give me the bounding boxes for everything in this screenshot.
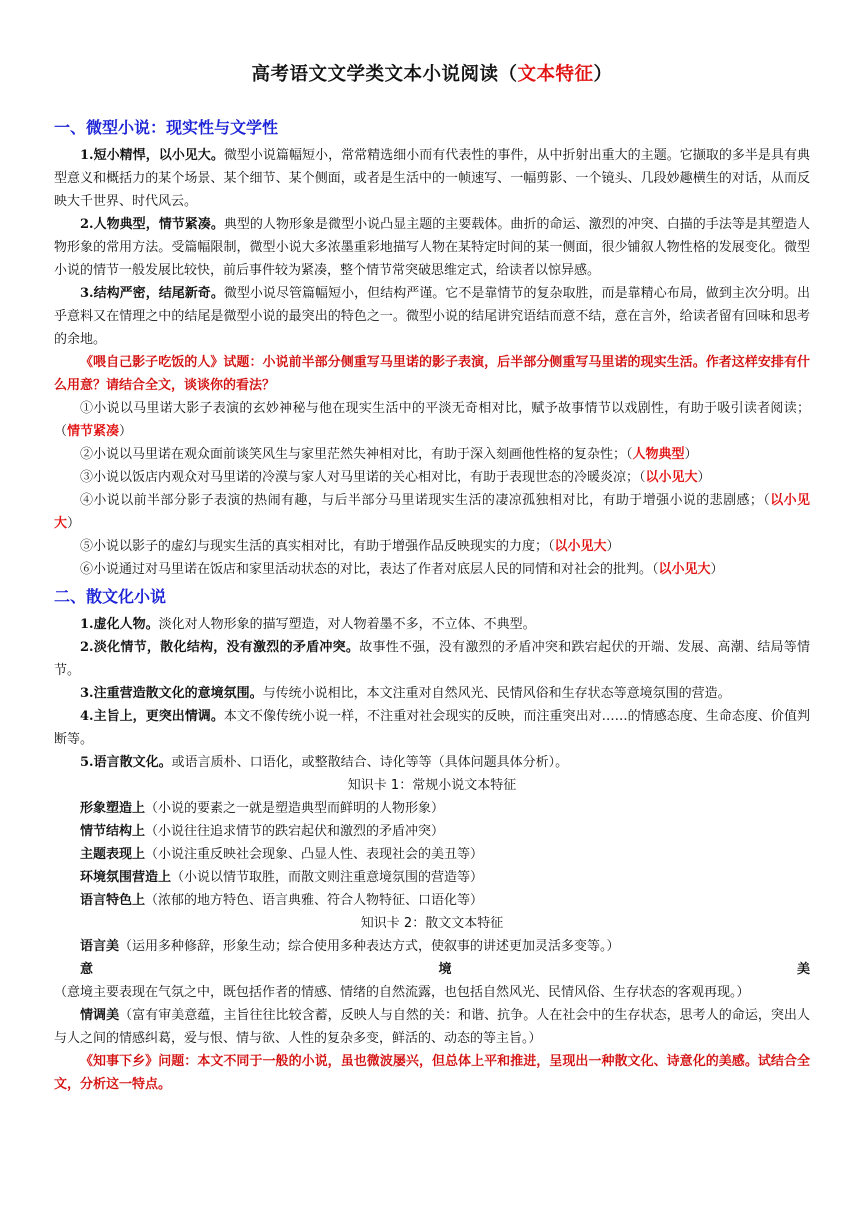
- card-item-lead: 主题表现上: [80, 847, 146, 862]
- answer-item: [54, 397, 810, 443]
- answer-tag: 情节紧凑: [67, 424, 120, 439]
- answer-tag: 以小见大: [54, 493, 810, 531]
- paragraph-lead: 1.虚化人物。: [80, 617, 159, 632]
- section1-paragraph-3: [54, 282, 810, 351]
- section2-paragraph-1: [54, 613, 810, 636]
- paragraph-lead: 2.淡化情节，散化结构，没有激烈的矛盾冲突。: [80, 640, 360, 655]
- card-item-text: （小说往往追求情节的跌宕起伏和激烈的矛盾冲突）: [145, 824, 445, 839]
- card-item-lead: 语言特色上: [80, 893, 146, 908]
- paragraph-text: 微型小说尽管篇幅短小，但结构严谨。它不是靠情节的复杂取胜，而是靠精心布局，做到主次分明。出乎意料又在情理之中的结尾是微型小说的最突出的特色之一。微型小说的结尾讲究语结而意不结，意在言外，给读者留有回味和思考的余地。: [54, 286, 810, 347]
- card-item-lead: 情调美: [80, 1008, 120, 1023]
- paragraph-lead: 3.结构严密，结尾新奇。: [80, 286, 224, 301]
- paragraph-lead: 3.注重营造散文化的意境氛围。: [80, 686, 263, 701]
- answer-text: ⑥小说通过对马里诺在饭店和家里活动状态的对比，表达了作者对底层人民的同情和对社会的批判。（: [80, 562, 659, 577]
- section1-question: 《喂自己影子吃饭的人》试题：小说前半部分侧重写马里诺的影子表演，后半部分侧重写马里诺的现实生活。作者这样安排有什么用意？请结合全文，谈谈你的看法？: [54, 355, 810, 393]
- answer-text: ②小说以马里诺在观众面前谈笑风生与家里茫然失神相对比，有助于深入刻画他性格的复杂性；（: [80, 447, 633, 462]
- card-item: [54, 797, 810, 820]
- paragraph-lead: 2.人物典型，情节紧凑。: [80, 217, 224, 232]
- card-item: [54, 820, 810, 843]
- card-item: [54, 958, 810, 1004]
- paragraph-text: 典型的人物形象是微型小说凸显主题的主要载体。曲折的命运、激烈的冲突、白描的手法等是其塑造人物形象的常用方法。受篇幅限制，微型小说大多浓墨重彩地描写人物在某特定时间的某一侧面，很少铺叙人物性格的发展变化。微型小说的情节一般发展比较快，前后事件较为紧凑，整个情节常突破思维定式，给读者以惊异感。: [54, 217, 810, 278]
- answer-text: ③小说以饭店内观众对马里诺的冷漠与家人对马里诺的关心相对比，有助于表现世态的冷暖炎凉；（: [80, 470, 646, 485]
- card-item: [54, 889, 810, 912]
- card-item-text: （意境主要表现在气氛之中，既包括作者的情感、情绪的自然流露，也包括自然风光、民情风俗、生存状态的客观再现。）: [54, 985, 750, 1000]
- document-page: [54, 60, 810, 1096]
- answer-tag: 以小见大: [645, 470, 698, 485]
- card-item: [54, 935, 810, 958]
- answer-text: ⑤小说以影子的虚幻与现实生活的真实相对比，有助于增强作品反映现实的力度；（: [80, 539, 555, 554]
- card-item-lead: 语言美: [80, 939, 120, 954]
- card-item-text: （富有审美意蕴，主旨往往比较含蓄，反映人与自然的关：和谐、抗争。人在社会中的生存状态，思考人的命运，突出人与人之间的情感纠葛，爱与恨、情与欲、人性的复杂多变，鲜活的、动态的等主旨。）: [54, 1008, 810, 1046]
- paragraph-text: 故事性不强，没有激烈的矛盾冲突和跌宕起伏的开端、发展、高潮、结局等情节。: [54, 640, 810, 678]
- card-item: [54, 866, 810, 889]
- card-item-text: （小说以情节取胜，而散文则注重意境氛围的营造等）: [171, 870, 484, 885]
- section2-paragraph-4: [54, 705, 810, 751]
- answer-tag: 以小见大: [554, 539, 607, 554]
- section2-paragraph-3: [54, 682, 810, 705]
- answer-item: [54, 443, 810, 466]
- answer-close: ）: [119, 424, 133, 439]
- paragraph-lead: 5.语言散文化。: [80, 755, 172, 770]
- section2-paragraph-2: [54, 636, 810, 682]
- card-item-text: （小说注重反映社会现象、凸显人性、表现社会的美丑等）: [145, 847, 484, 862]
- card-item-lead: 环境氛围营造上: [80, 870, 172, 885]
- card-item-text: （运用多种修辞，形象生动；综合使用多种表达方式，使叙事的讲述更加灵活多变等。）: [119, 939, 620, 954]
- section1-paragraph-2: [54, 213, 810, 282]
- card-item-lead: 情节结构上: [80, 824, 146, 839]
- answer-close: ）: [697, 470, 711, 485]
- answer-item: [54, 535, 810, 558]
- paragraph-text: 与传统小说相比，本文注重对自然风光、民情风俗和生存状态等意境氛围的营造。: [262, 686, 731, 701]
- section2-question: 《知事下乡》问题：本文不同于一般的小说，虽也微波屡兴，但总体上平和推进，呈现出一种散文化、诗意化的美感。试结合全文，分析这一特点。: [54, 1054, 810, 1092]
- section2-paragraph-5: [54, 751, 810, 774]
- answer-tag: 以小见大: [658, 562, 711, 577]
- answer-text: ①小说以马里诺大影子表演的玄妙神秘与他在现实生活中的平淡无奇相对比，赋予故事情节以戏剧性，有助于吸引读者阅读；（: [54, 401, 810, 439]
- answer-close: ）: [710, 562, 724, 577]
- answer-close: ）: [684, 447, 698, 462]
- paragraph-text: 微型小说篇幅短小，常常精选细小而有代表性的事件，从中折射出重大的主题。它撷取的多半是具有典型意义和概括力的某个场景、某个细节、某个侧面，或者是生活中的一帧速写、一幅剪影、一个镜头、几段妙趣横生的对话，从而反映大千世界、时代风云。: [54, 148, 810, 209]
- paragraph-text: 淡化对人物形象的描写塑造，对人物着墨不多，不立体、不典型。: [158, 617, 536, 632]
- card-item-text: （小说的要素之一就是塑造典型而鲜明的人物形象）: [145, 801, 445, 816]
- knowledge-card-1-title: 知识卡 1：常规小说文本特征: [347, 778, 517, 793]
- paragraph-lead: 1.短小精悍，以小见大。: [80, 148, 224, 163]
- section1-heading: 一、微型小说：现实性与文学性: [54, 118, 279, 137]
- section2-heading: 二、散文化小说: [54, 587, 167, 606]
- answer-item: [54, 558, 810, 581]
- paragraph-text: 本文不像传统小说一样，不注重对社会现实的反映，而注重突出对……的情感态度、生命态度、价值判断等。: [54, 709, 810, 747]
- knowledge-card-2-title: 知识卡 2：散文文本特征: [360, 916, 504, 931]
- answer-item: [54, 466, 810, 489]
- paragraph-lead: 4.主旨上，更突出情调。: [80, 709, 224, 724]
- section1-paragraph-1: [54, 144, 810, 213]
- card-item: [54, 843, 810, 866]
- answer-close: ）: [606, 539, 620, 554]
- answer-close: ）: [67, 516, 81, 531]
- card-item-lead: 意境美: [80, 962, 810, 977]
- card-item: [54, 1004, 810, 1050]
- title-main: 高考语文文学类文本小说阅读（: [251, 64, 518, 85]
- title-close: ）: [593, 64, 613, 85]
- answer-item: [54, 489, 810, 535]
- page-title: [54, 60, 810, 86]
- paragraph-text: 或语言质朴、口语化，或整散结合、诗化等等（具体问题具体分析）。: [171, 755, 569, 770]
- answer-text: ④小说以前半部分影子表演的热闹有趣，与后半部分马里诺现实生活的凄凉孤独相对比，有助于增强小说的悲剧感；（: [80, 493, 771, 508]
- title-highlight: 文本特征: [517, 64, 594, 85]
- card-item-lead: 形象塑造上: [80, 801, 146, 816]
- answer-tag: 人物典型: [632, 447, 685, 462]
- card-item-text: （浓郁的地方特色、语言典雅、符合人物特征、口语化等）: [145, 893, 484, 908]
